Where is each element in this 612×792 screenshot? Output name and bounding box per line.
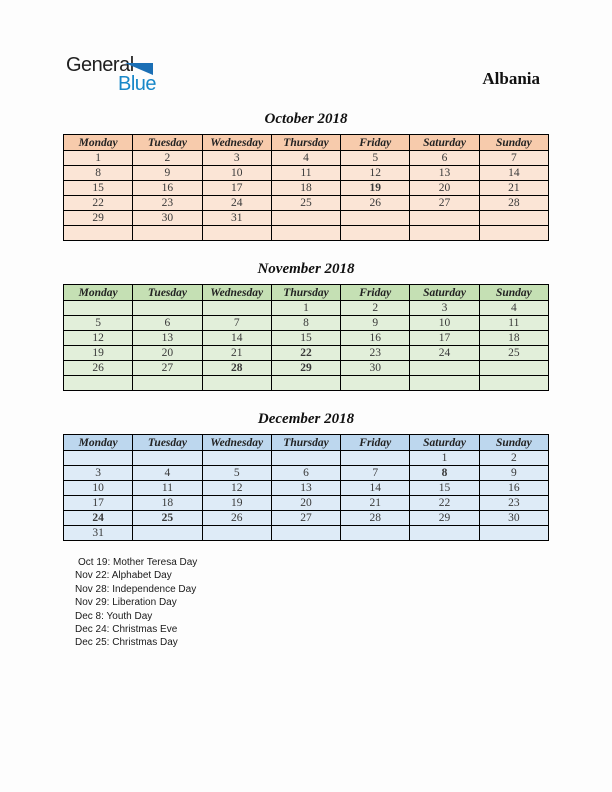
day-cell: 8	[271, 316, 340, 331]
month-title: November 2018	[257, 261, 355, 277]
weekday-header: Saturday	[410, 285, 479, 301]
day-cell: 15	[64, 181, 133, 196]
calendar-stack	[63, 110, 549, 541]
weekday-header: Monday	[64, 135, 133, 151]
day-cell: 27	[271, 511, 340, 526]
day-cell: 14	[202, 331, 271, 346]
day-cell: 5	[64, 316, 133, 331]
day-cell	[271, 226, 340, 241]
day-cell	[133, 376, 202, 391]
day-cell: 16	[479, 481, 548, 496]
day-cell	[410, 226, 479, 241]
month-table-november	[63, 284, 549, 391]
day-cell: 19	[202, 496, 271, 511]
day-cell: 13	[271, 481, 340, 496]
month-november	[63, 260, 549, 391]
weekday-header: Saturday	[410, 435, 479, 451]
weekday-header: Friday	[341, 435, 410, 451]
day-cell: 24	[410, 346, 479, 361]
day-cell: 9	[479, 466, 548, 481]
day-cell: 4	[271, 151, 340, 166]
day-cell: 14	[341, 481, 410, 496]
day-cell	[64, 376, 133, 391]
month-title: December 2018	[257, 411, 355, 427]
day-cell: 27	[133, 361, 202, 376]
holiday-item: Dec 25: Christmas Day	[75, 637, 178, 649]
day-cell	[271, 211, 340, 226]
holiday-item: Nov 28: Independence Day	[75, 583, 197, 595]
weekday-header: Wednesday	[202, 285, 271, 301]
week-row	[64, 331, 549, 346]
day-cell: 17	[202, 181, 271, 196]
month-december	[63, 410, 549, 541]
day-cell: 2	[341, 301, 410, 316]
day-cell	[202, 451, 271, 466]
day-cell	[410, 211, 479, 226]
week-row	[64, 211, 549, 226]
day-cell: 31	[202, 211, 271, 226]
day-cell: 20	[410, 181, 479, 196]
day-cell: 3	[202, 151, 271, 166]
holiday-item: Dec 8: Youth Day	[75, 610, 153, 622]
week-row	[64, 361, 549, 376]
holiday-item: Nov 22: Alphabet Day	[75, 570, 172, 582]
day-cell	[202, 301, 271, 316]
holiday-item: Nov 29: Liberation Day	[75, 597, 177, 609]
day-cell: 28	[341, 511, 410, 526]
holiday-list	[75, 556, 197, 650]
day-cell	[341, 376, 410, 391]
weekday-header: Tuesday	[133, 135, 202, 151]
day-cell	[341, 451, 410, 466]
day-cell	[410, 361, 479, 376]
day-cell: 31	[64, 526, 133, 541]
day-cell: 26	[202, 511, 271, 526]
week-row	[64, 166, 549, 181]
day-cell: 26	[341, 196, 410, 211]
day-cell	[341, 211, 410, 226]
month-table-december	[63, 434, 549, 541]
day-cell	[202, 376, 271, 391]
day-cell	[271, 451, 340, 466]
day-cell: 17	[410, 331, 479, 346]
day-cell	[64, 451, 133, 466]
day-cell: 10	[64, 481, 133, 496]
day-cell	[64, 301, 133, 316]
day-cell: 3	[64, 466, 133, 481]
weekday-header-row	[64, 435, 549, 451]
day-cell: 11	[271, 166, 340, 181]
day-cell: 6	[271, 466, 340, 481]
day-cell: 30	[133, 211, 202, 226]
weekday-header: Monday	[64, 285, 133, 301]
week-row	[64, 301, 549, 316]
day-cell-holiday: 24	[64, 511, 133, 526]
day-cell	[64, 226, 133, 241]
page-title: Albania	[482, 69, 540, 88]
day-cell: 12	[341, 166, 410, 181]
week-row	[64, 346, 549, 361]
day-cell-holiday: 25	[133, 511, 202, 526]
day-cell: 9	[133, 166, 202, 181]
week-row	[64, 451, 549, 466]
weekday-header: Sunday	[479, 135, 548, 151]
day-cell: 16	[341, 331, 410, 346]
day-cell: 3	[410, 301, 479, 316]
day-cell: 23	[341, 346, 410, 361]
day-cell	[133, 226, 202, 241]
day-cell: 1	[410, 451, 479, 466]
day-cell: 11	[479, 316, 548, 331]
weekday-header: Monday	[64, 435, 133, 451]
logo-text-blue: Blue	[118, 73, 157, 95]
day-cell: 7	[341, 466, 410, 481]
day-cell	[341, 226, 410, 241]
weekday-header: Wednesday	[202, 135, 271, 151]
week-row	[64, 196, 549, 211]
week-row	[64, 151, 549, 166]
day-cell: 5	[202, 466, 271, 481]
general-blue-logo	[66, 54, 176, 102]
day-cell: 6	[410, 151, 479, 166]
day-cell: 15	[410, 481, 479, 496]
day-cell: 18	[479, 331, 548, 346]
weekday-header: Friday	[341, 285, 410, 301]
week-row	[64, 466, 549, 481]
day-cell: 29	[410, 511, 479, 526]
weekday-header: Thursday	[271, 135, 340, 151]
day-cell: 1	[271, 301, 340, 316]
day-cell: 22	[64, 196, 133, 211]
day-cell	[410, 376, 479, 391]
month-title: October 2018	[264, 111, 348, 127]
day-cell: 6	[133, 316, 202, 331]
weekday-header: Tuesday	[133, 435, 202, 451]
day-cell: 23	[479, 496, 548, 511]
weekday-header: Friday	[341, 135, 410, 151]
day-cell: 23	[133, 196, 202, 211]
day-cell	[479, 211, 548, 226]
day-cell: 10	[410, 316, 479, 331]
weekday-header: Wednesday	[202, 435, 271, 451]
day-cell: 13	[133, 331, 202, 346]
day-cell: 17	[64, 496, 133, 511]
day-cell: 30	[479, 511, 548, 526]
day-cell: 29	[64, 211, 133, 226]
day-cell	[479, 376, 548, 391]
day-cell: 4	[133, 466, 202, 481]
week-row	[64, 316, 549, 331]
day-cell: 7	[202, 316, 271, 331]
day-cell: 30	[341, 361, 410, 376]
day-cell: 5	[341, 151, 410, 166]
day-cell-holiday: 28	[202, 361, 271, 376]
day-cell: 8	[64, 166, 133, 181]
day-cell	[271, 526, 340, 541]
day-cell	[133, 451, 202, 466]
day-cell	[341, 526, 410, 541]
day-cell	[479, 361, 548, 376]
day-cell	[410, 526, 479, 541]
day-cell: 16	[133, 181, 202, 196]
week-row	[64, 481, 549, 496]
holiday-item: Oct 19: Mother Teresa Day	[78, 557, 198, 568]
logo-text-general: General	[66, 54, 134, 76]
day-cell: 18	[271, 181, 340, 196]
day-cell	[479, 226, 548, 241]
month-table-october	[63, 134, 549, 241]
day-cell-holiday: 22	[271, 346, 340, 361]
day-cell: 2	[479, 451, 548, 466]
weekday-header-row	[64, 285, 549, 301]
day-cell-holiday: 29	[271, 361, 340, 376]
day-cell: 10	[202, 166, 271, 181]
month-october	[63, 110, 549, 241]
day-cell: 20	[271, 496, 340, 511]
day-cell	[271, 376, 340, 391]
day-cell: 28	[479, 196, 548, 211]
day-cell: 26	[64, 361, 133, 376]
day-cell: 25	[271, 196, 340, 211]
day-cell: 24	[202, 196, 271, 211]
week-row	[64, 511, 549, 526]
day-cell: 21	[479, 181, 548, 196]
weekday-header-row	[64, 135, 549, 151]
week-row	[64, 376, 549, 391]
day-cell: 21	[341, 496, 410, 511]
day-cell: 9	[341, 316, 410, 331]
week-row	[64, 226, 549, 241]
day-cell: 1	[64, 151, 133, 166]
holiday-item: Dec 24: Christmas Eve	[75, 624, 178, 636]
weekday-header: Thursday	[271, 435, 340, 451]
weekday-header: Tuesday	[133, 285, 202, 301]
day-cell	[479, 526, 548, 541]
day-cell: 12	[64, 331, 133, 346]
day-cell: 25	[479, 346, 548, 361]
day-cell: 7	[479, 151, 548, 166]
day-cell	[133, 301, 202, 316]
day-cell: 20	[133, 346, 202, 361]
day-cell: 13	[410, 166, 479, 181]
day-cell: 15	[271, 331, 340, 346]
weekday-header: Sunday	[479, 285, 548, 301]
day-cell: 12	[202, 481, 271, 496]
week-row	[64, 496, 549, 511]
day-cell: 22	[410, 496, 479, 511]
day-cell-holiday: 8	[410, 466, 479, 481]
day-cell: 14	[479, 166, 548, 181]
day-cell: 21	[202, 346, 271, 361]
day-cell: 4	[479, 301, 548, 316]
day-cell-holiday: 19	[341, 181, 410, 196]
week-row	[64, 181, 549, 196]
day-cell: 2	[133, 151, 202, 166]
weekday-header: Saturday	[410, 135, 479, 151]
day-cell: 27	[410, 196, 479, 211]
day-cell	[202, 526, 271, 541]
day-cell: 19	[64, 346, 133, 361]
day-cell: 18	[133, 496, 202, 511]
week-row	[64, 526, 549, 541]
weekday-header: Sunday	[479, 435, 548, 451]
day-cell: 11	[133, 481, 202, 496]
weekday-header: Thursday	[271, 285, 340, 301]
day-cell	[202, 226, 271, 241]
day-cell	[133, 526, 202, 541]
